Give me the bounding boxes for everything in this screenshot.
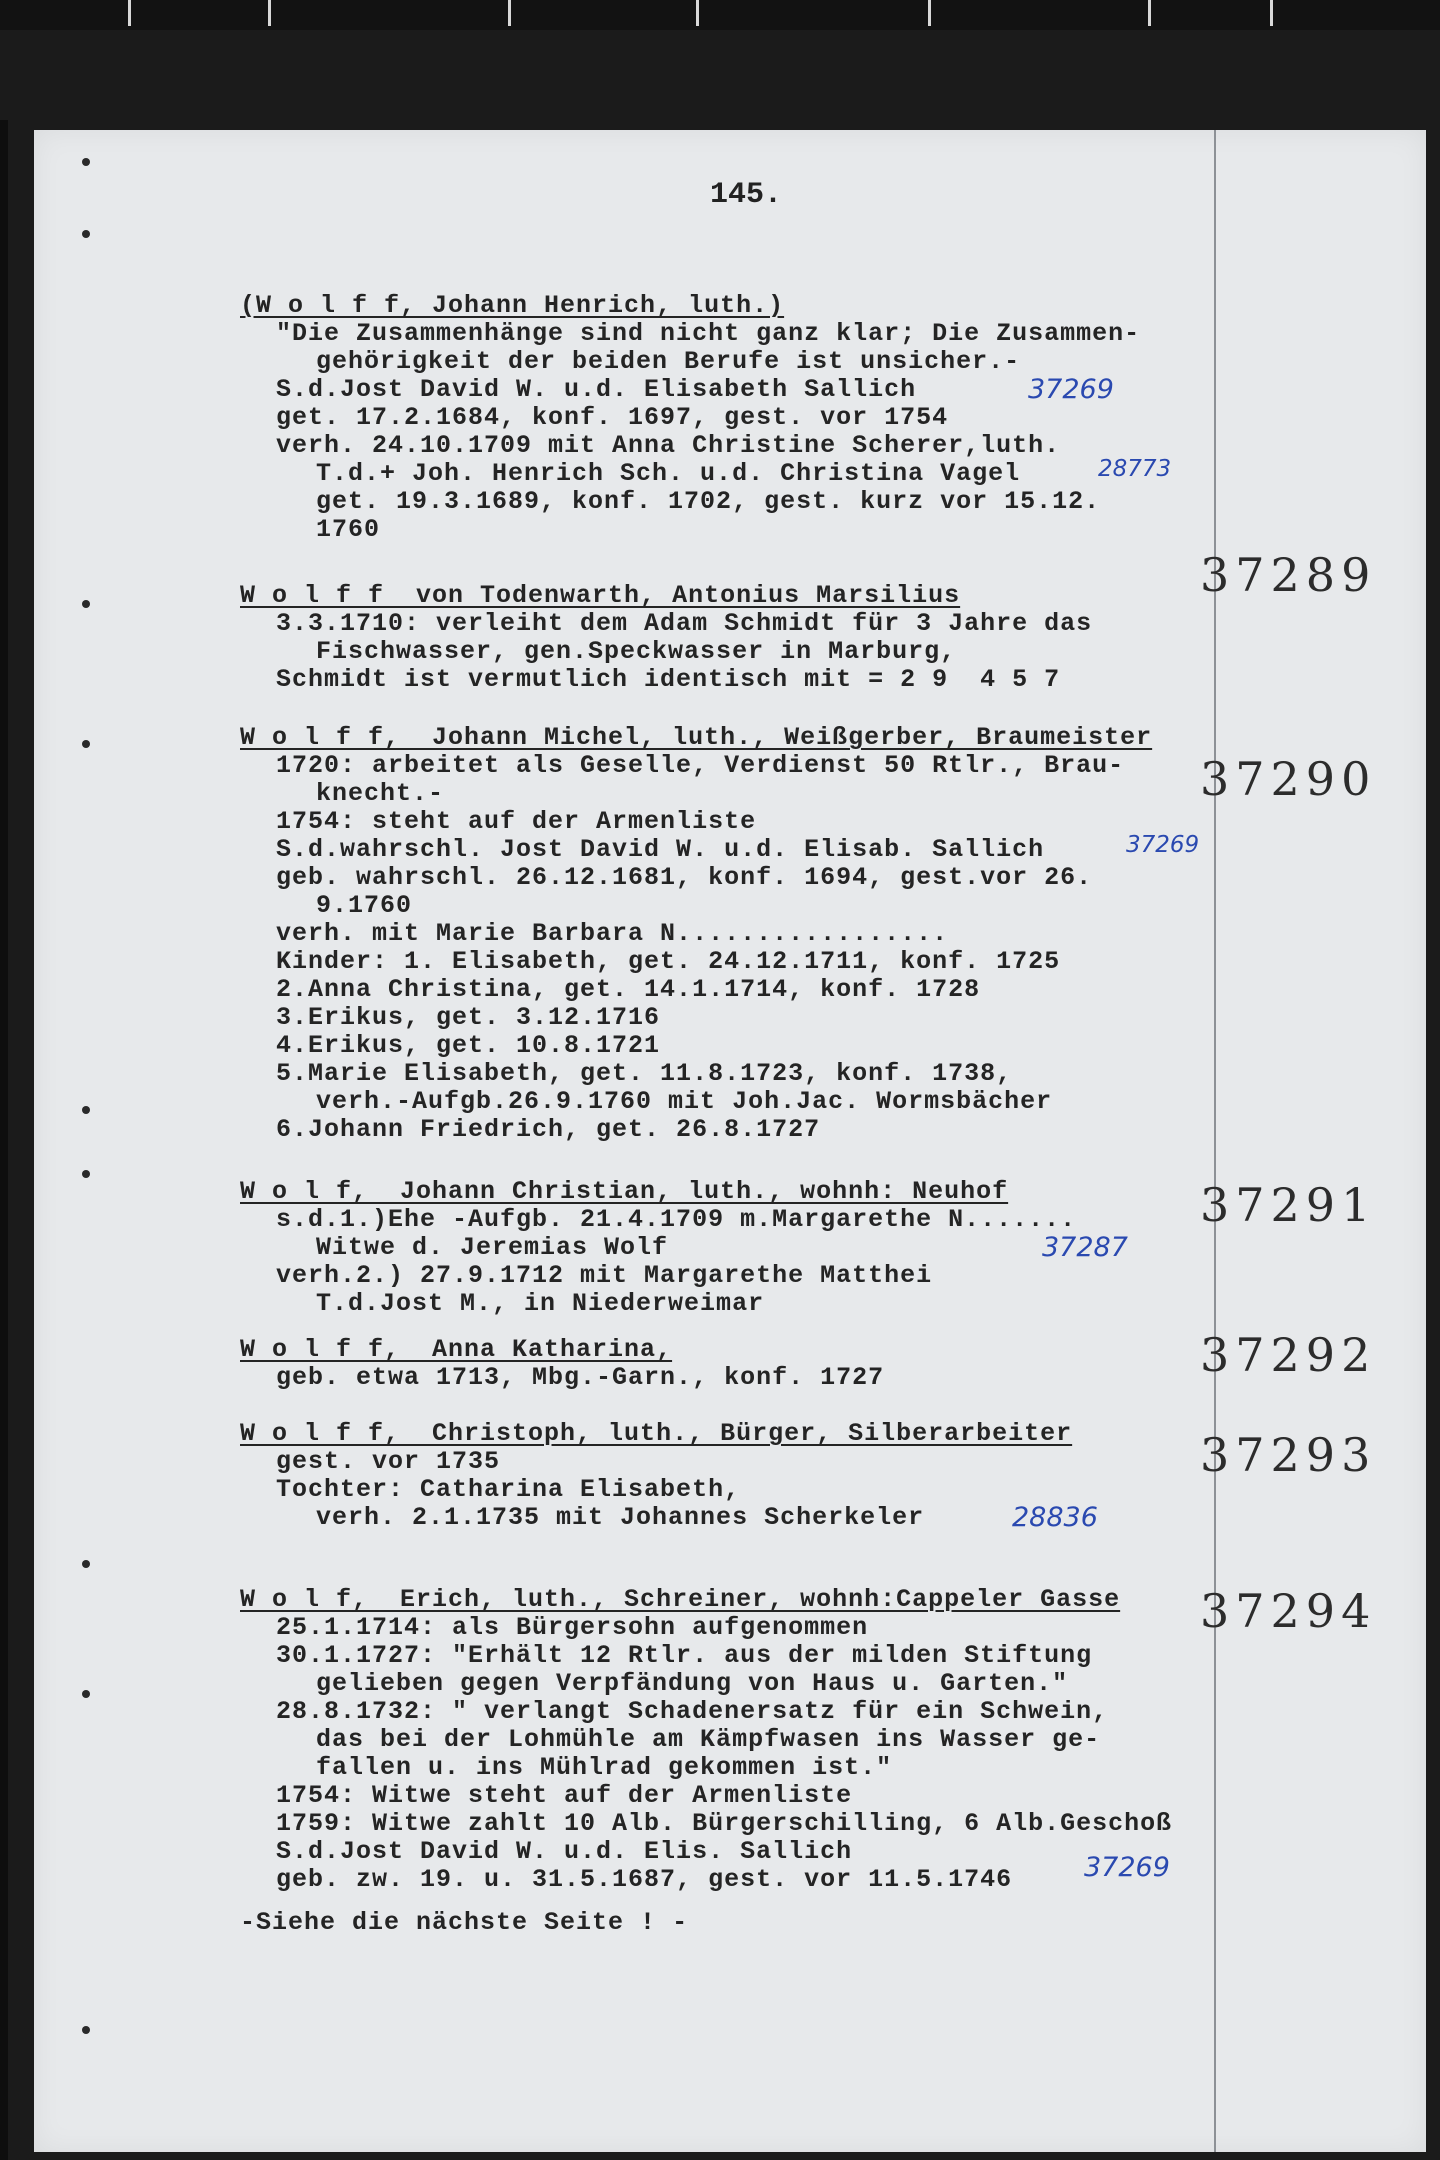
handwritten-reference: 28773 [1098,456,1172,482]
entry-line: 5.Marie Elisabeth, get. 11.8.1723, konf. 1738, [276,1059,1013,1088]
entry-line: Fischwasser, gen.Speckwasser in Marburg, [316,637,957,666]
entry-line: das bei der Lohmühle am Kämpfwasen ins Wasser ge- [316,1725,1101,1754]
entry-line: geb. wahrschl. 26.12.1681, konf. 1694, gest.vor 26. [276,863,1093,892]
entry-line: S.d.wahrschl. Jost David W. u.d. Elisab. Sallich [276,835,1045,864]
punch-hole [82,2026,90,2034]
entry-heading: W o l f f, Johann Michel, luth., Weißgerber, Braumeister [240,723,1153,752]
entry-line: 4.Erikus, get. 10.8.1721 [276,1031,661,1060]
entry-line: 3.Erikus, get. 3.12.1716 [276,1003,661,1032]
handwritten-reference: 37269 [1126,832,1200,858]
entry-heading: W o l f f, Christoph, luth., Bürger, Silberarbeiter [240,1419,1073,1448]
entry-line: fallen u. ins Mühlrad gekommen ist." [316,1753,893,1782]
punch-hole [82,230,90,238]
entry-line: gest. vor 1735 [276,1447,501,1476]
entry-line: verh. 24.10.1709 mit Anna Christine Scherer,luth. [276,431,1061,460]
entry-heading: W o l f f von Todenwarth, Antonius Marsilius [240,581,961,610]
punch-hole [82,1170,90,1178]
continuation-note: -Siehe die nächste Seite ! - [240,1908,689,1937]
strip-mark [1148,0,1151,26]
record-number: 37289 [1200,548,1377,602]
punch-hole [82,1690,90,1698]
handwritten-reference: 28836 [1012,1502,1098,1533]
entry-line: geb. etwa 1713, Mbg.-Garn., konf. 1727 [276,1363,885,1392]
record-number: 37290 [1200,752,1377,806]
entry-line: 30.1.1727: "Erhält 12 Rtlr. aus der milden Stiftung [276,1641,1093,1670]
entry-line: 2.Anna Christina, get. 14.1.1714, konf. 1728 [276,975,981,1004]
punch-hole [82,740,90,748]
entry-heading: W o l f f, Anna Katharina, [240,1335,673,1364]
entry-line: geb. zw. 19. u. 31.5.1687, gest. vor 11.5.1746 [276,1865,1013,1894]
entry-line: verh. 2.1.1735 mit Johannes Scherkeler [316,1503,925,1532]
entry-line: 1760 [316,515,381,544]
film-strip [0,0,1440,30]
record-number: 37291 [1200,1178,1377,1232]
entry-line: verh.2.) 27.9.1712 mit Margarethe Matthei [276,1261,933,1290]
entry-line: 1754: steht auf der Armenliste [276,807,757,836]
entry-line: gehörigkeit der beiden Berufe ist unsicher.- [316,347,1021,376]
page-number: 145. [710,178,783,212]
record-number: 37292 [1200,1328,1377,1382]
strip-mark [928,0,931,26]
entry-line: 1720: arbeitet als Geselle, Verdienst 50 Rtlr., Brau- [276,751,1125,780]
entry-heading: W o l f, Johann Christian, luth., wohnh: Neuhof [240,1177,1009,1206]
film-edge [0,120,8,2160]
entry-line: 25.1.1714: als Bürgersohn aufgenommen [276,1613,869,1642]
entry-line: get. 19.3.1689, konf. 1702, gest. kurz vor 15.12. [316,487,1101,516]
punch-hole [82,158,90,166]
margin-rule [1214,130,1216,2152]
punch-hole [82,1106,90,1114]
entry-line: s.d.1.)Ehe -Aufgb. 21.4.1709 m.Margarethe N....... [276,1205,1077,1234]
index-card [34,130,1426,2152]
entry-line: S.d.Jost David W. u.d. Elis. Sallich [276,1837,853,1866]
handwritten-reference: 37269 [1084,1852,1170,1883]
handwritten-reference: 37287 [1042,1232,1128,1263]
entry-heading: W o l f, Erich, luth., Schreiner, wohnh:Cappeler Gasse [240,1585,1121,1614]
strip-mark [696,0,699,26]
entry-line: get. 17.2.1684, konf. 1697, gest. vor 1754 [276,403,949,432]
record-number: 37293 [1200,1428,1377,1482]
entry-line: 28.8.1732: " verlangt Schadenersatz für ein Schwein, [276,1697,1109,1726]
entry-line: 6.Johann Friedrich, get. 26.8.1727 [276,1115,821,1144]
entry-line: knecht.- [316,779,445,808]
entry-line: gelieben gegen Verpfändung von Haus u. Garten." [316,1669,1069,1698]
strip-mark [1270,0,1273,26]
handwritten-reference: 37269 [1028,374,1114,405]
entry-line: Schmidt ist vermutlich identisch mit = 2 9 4 5 7 [276,665,1061,694]
strip-mark [508,0,511,26]
entry-line: S.d.Jost David W. u.d. Elisabeth Sallich [276,375,917,404]
strip-mark [128,0,131,26]
entry-line: 1754: Witwe steht auf der Armenliste [276,1781,853,1810]
entry-line: 9.1760 [316,891,413,920]
entry-line: Witwe d. Jeremias Wolf [316,1233,669,1262]
record-number: 37294 [1200,1584,1377,1638]
entry-line: 1759: Witwe zahlt 10 Alb. Bürgerschilling, 6 Alb.Geschoß [276,1809,1173,1838]
entry-line: verh. mit Marie Barbara N................. [276,919,949,948]
punch-hole [82,600,90,608]
entry-line: 3.3.1710: verleiht dem Adam Schmidt für 3 Jahre das [276,609,1093,638]
strip-mark [268,0,271,26]
entry-line: T.d.+ Joh. Henrich Sch. u.d. Christina Vagel [316,459,1021,488]
punch-hole [82,1560,90,1568]
entry-line: Kinder: 1. Elisabeth, get. 24.12.1711, konf. 1725 [276,947,1061,976]
entry-line: T.d.Jost M., in Niederweimar [316,1289,765,1318]
entry-line: Tochter: Catharina Elisabeth, [276,1475,741,1504]
entry-line: verh.-Aufgb.26.9.1760 mit Joh.Jac. Wormsbächer [316,1087,1053,1116]
entry-line: "Die Zusammenhänge sind nicht ganz klar; Die Zusammen- [276,319,1141,348]
entry-heading: (W o l f f, Johann Henrich, luth.) [240,291,785,320]
